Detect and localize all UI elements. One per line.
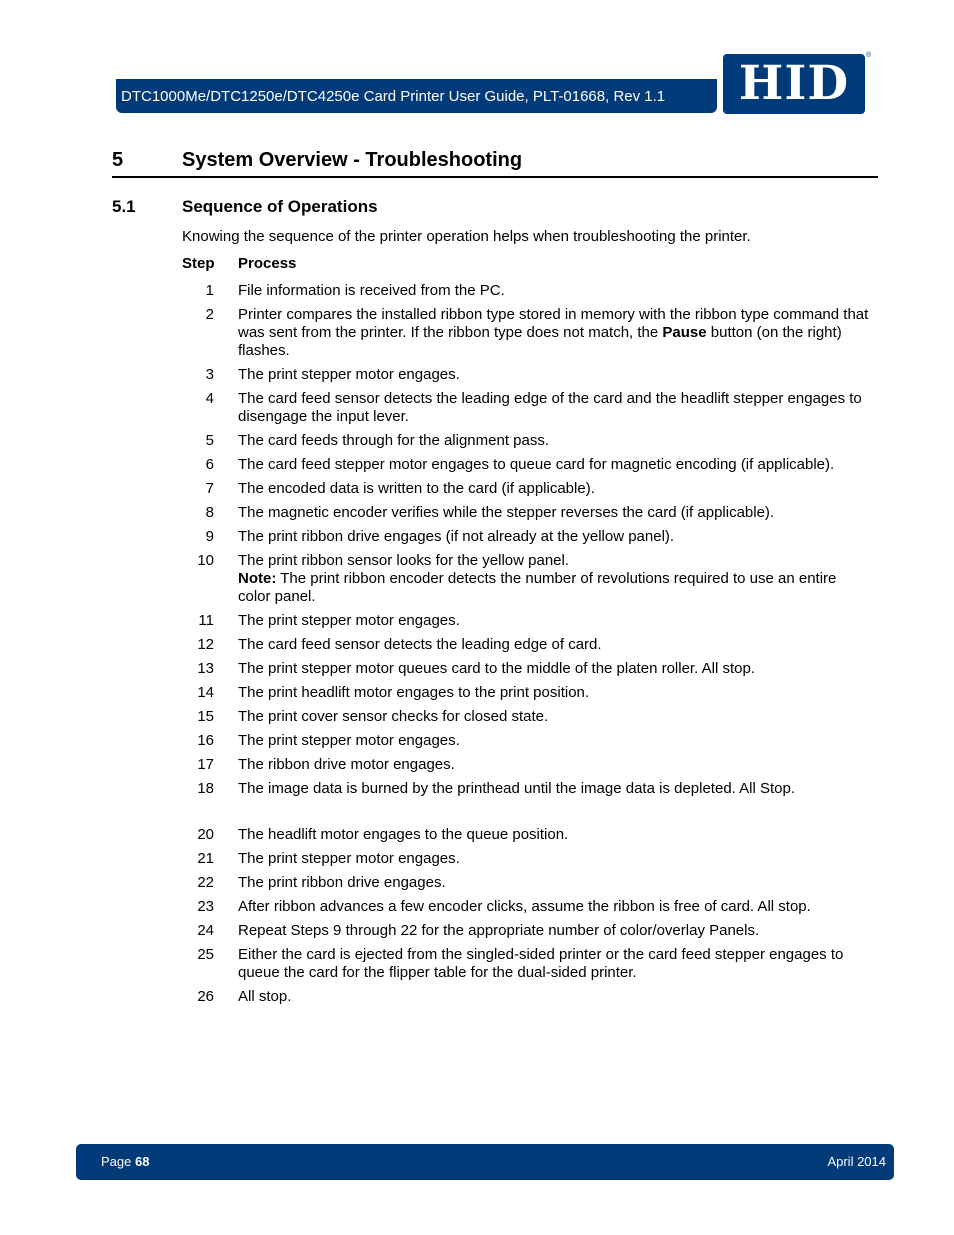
step-text-main: The print stepper motor engages. [238,366,460,383]
step-list [182,282,882,1012]
step-text-main: The print stepper motor engages. [238,732,460,749]
step-text-main: The card feed stepper motor engages to queue card for magnetic encoding (if applicable). [238,456,835,473]
subsection-number: 5.1 [112,197,136,216]
step-process-text [238,780,870,798]
step-number: 7 [205,480,214,497]
step-process-text [238,480,870,498]
table-row [182,282,882,300]
step-text-main: The encoded data is written to the card (if applicable). [238,480,595,497]
column-header-step: Step [182,255,215,272]
table-row [182,660,882,678]
step-number: 17 [197,756,214,773]
intro-paragraph: Knowing the sequence of the printer operation helps when troubleshooting the printer. [182,228,751,245]
step-number: 11 [198,612,214,629]
step-number: 14 [197,684,214,701]
step-text-main: The print cover sensor checks for closed state. [238,708,549,725]
step-process-text [238,636,870,654]
note-label: Note: [238,570,277,587]
page-label: Page [101,1154,132,1169]
step-process-text [238,528,870,546]
step-number: 4 [205,390,214,407]
step-process-text [238,850,870,868]
step-text-main: The print ribbon drive engages. [238,874,446,891]
table-row [182,780,882,798]
table-row [182,874,882,892]
step-number: 16 [197,732,214,749]
step-text-main: The ribbon drive motor engages. [238,756,455,773]
step-process-text [238,684,870,702]
step-number: 1 [205,282,214,299]
hid-logo [723,54,865,114]
table-row [182,922,882,940]
table-row [182,504,882,522]
step-process-text [238,612,870,630]
step-number: 8 [205,504,214,521]
step-text-main: The print stepper motor engages. [238,612,460,629]
table-row [182,306,882,360]
step-number: 25 [197,946,214,963]
step-process-text [238,390,870,426]
table-row [182,612,882,630]
table-row [182,480,882,498]
step-process-text [238,504,870,522]
step-process-text [238,898,870,916]
step-process-text [238,874,870,892]
step-process-text [238,732,870,750]
step-process-text [238,708,870,726]
step-process-text [238,552,870,606]
column-header-process: Process [238,255,297,272]
step-process-text [238,660,870,678]
step-text-main: The card feed sensor detects the leading edge of the card and the headlift stepper engages to disengage the input lever. [238,390,862,425]
table-row [182,366,882,384]
table-row [182,898,882,916]
table-row [182,732,882,750]
table-row [182,432,882,450]
table-row [182,850,882,868]
step-number: 12 [197,636,214,653]
step-process-text [238,946,870,982]
step-number: 3 [205,366,214,383]
step-text-pre: Printer compares the installed ribbon type stored in memory with the ribbon type command that was sent from the printer. If the ribbon type does not match, the [238,306,869,341]
step-number: 20 [197,826,214,843]
page-footer [76,1144,894,1180]
subsection-title: Sequence of Operations [182,197,378,216]
step-text-bold: Pause [662,324,707,341]
step-number: 18 [197,780,214,797]
hid-logo-text: HID [738,56,850,111]
step-number: 26 [197,988,214,1005]
step-process-text [238,826,870,844]
step-text-main: All stop. [238,988,292,1005]
step-number: 5 [205,432,214,449]
step-process-text [238,432,870,450]
table-row [182,988,882,1006]
section-divider [112,176,878,178]
table-row [182,946,882,982]
step-process-text [238,366,870,384]
step-number: 10 [197,552,214,569]
step-number: 13 [197,660,214,677]
step-number: 22 [197,874,214,891]
table-row [182,636,882,654]
step-text-main: File information is received from the PC. [238,282,505,299]
step-text-main: The print headlift motor engages to the print position. [238,684,590,701]
step-text-main: The magnetic encoder verifies while the stepper reverses the card (if applicable). [238,504,775,521]
step-number: 9 [205,528,214,545]
page-indicator [101,1154,149,1169]
step-process-text [238,282,870,300]
table-row [182,528,882,546]
step-number: 23 [197,898,214,915]
step-number: 2 [205,306,214,323]
step-process-text [238,988,870,1006]
table-row [182,756,882,774]
table-row [182,390,882,426]
step-number: 21 [197,850,214,867]
section-number: 5 [112,149,124,171]
step-number: 15 [197,708,214,725]
step-text-post: button (on the right) flashes. [238,324,842,359]
document-header-bar [116,79,717,113]
step-text-main: The print ribbon sensor looks for the yellow panel. [238,552,570,569]
note-text: The print ribbon encoder detects the number of revolutions required to use an entire color panel. [238,570,837,605]
step-text-main: After ribbon advances a few encoder clicks, assume the ribbon is free of card. All stop. [238,898,811,915]
footer-date: April 2014 [827,1154,886,1169]
step-text-main: The image data is burned by the printhead until the image data is depleted. All Stop. [238,780,796,797]
step-process-text [238,306,870,360]
step-text-main: The headlift motor engages to the queue position. [238,826,569,843]
step-text-main: The card feeds through for the alignment pass. [238,432,550,449]
step-text-main: The print stepper motor engages. [238,850,460,867]
step-process-text [238,922,870,940]
step-number: 6 [205,456,214,473]
step-text-main: Either the card is ejected from the singled-sided printer or the card feed stepper engages to queue the card for the flipper table for the dual-sided printer. [238,946,844,981]
step-process-text [238,456,870,474]
table-row [182,826,882,844]
table-row [182,684,882,702]
step-text-main: The print ribbon drive engages (if not already at the yellow panel). [238,528,675,545]
section-title: System Overview - Troubleshooting [182,149,523,171]
step-number: 24 [197,922,214,939]
step-text-main: The print stepper motor queues card to the middle of the platen roller. All stop. [238,660,755,677]
registered-mark: ® [866,52,872,59]
table-row [182,708,882,726]
page-number: 68 [135,1154,150,1169]
table-row [182,552,882,606]
step-process-text [238,756,870,774]
step-text-main: The card feed sensor detects the leading edge of card. [238,636,602,653]
table-row [182,456,882,474]
step-text-main: Repeat Steps 9 through 22 for the appropriate number of color/overlay Panels. [238,922,760,939]
document-title: DTC1000Me/DTC1250e/DTC4250e Card Printer User Guide, PLT-01668, Rev 1.1 [121,88,666,105]
